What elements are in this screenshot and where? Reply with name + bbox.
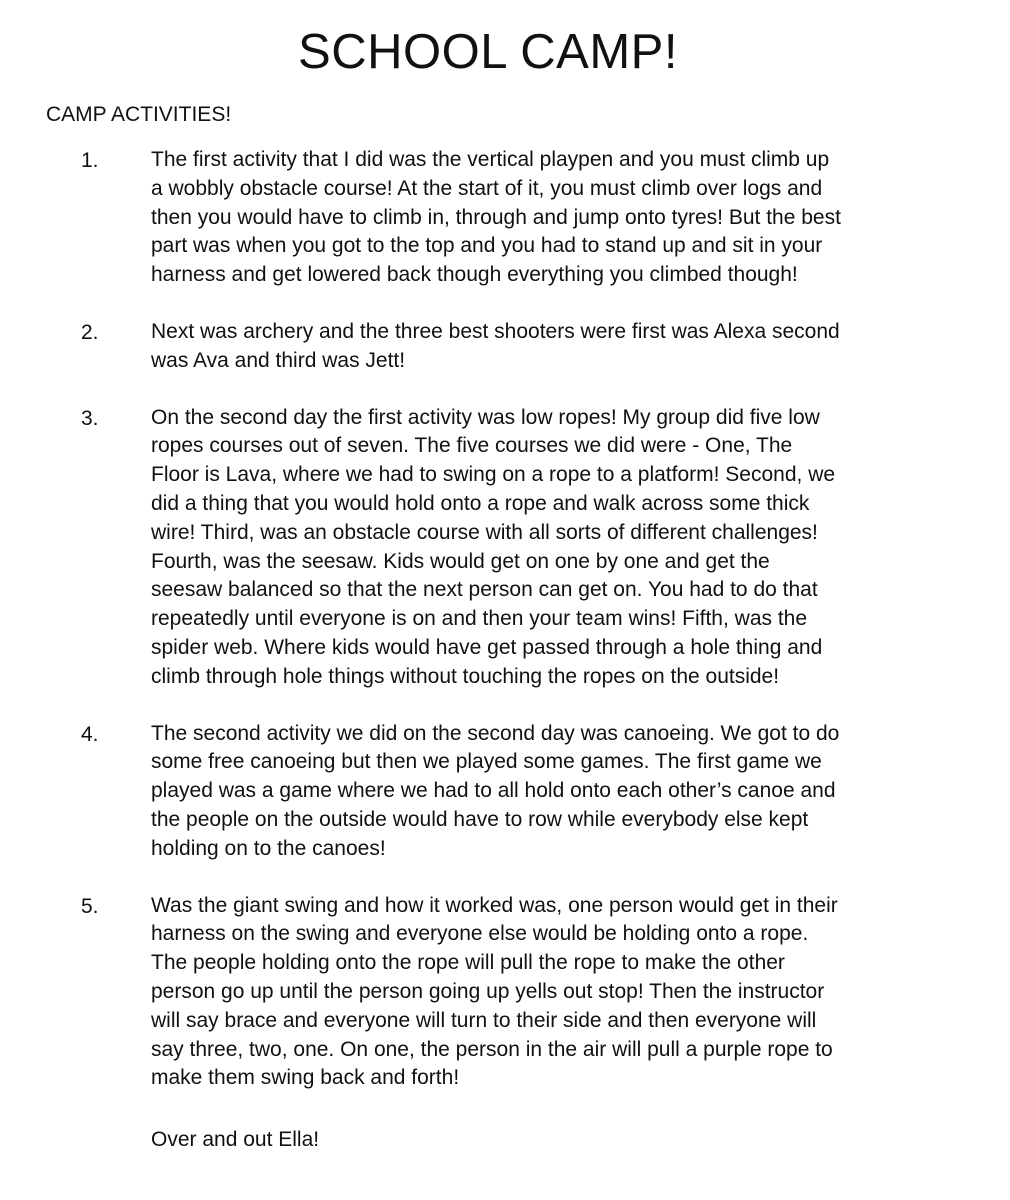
document-title: SCHOOL CAMP! xyxy=(298,25,678,79)
section-heading: CAMP ACTIVITIES! xyxy=(46,103,232,126)
list-item-text: Next was archery and the three best shooters were first was Alexa second was Ava and third was Jett! xyxy=(151,319,840,372)
list-item-text: Was the giant swing and how it worked was, one person would get in their harness on the swing and everyone else would be holding onto a rope. The people holding onto the rope will pull the rope to make the other person go up until the person going up yells out stop! Then the instructor will say brace and everyone will turn to their side and then everyone will say three, two, one. On one, the person in the air will pull a purple rope to make them swing back and forth! xyxy=(151,893,838,1090)
list-item xyxy=(0,146,1010,290)
list-item-text: The first activity that I did was the vertical playpen and you must climb up a wobbly obstacle course! At the start of it, you must climb over logs and then you would have to climb in, through and jump onto tyres! But the best part was when you got to the top and you had to stand up and sit in your harness and get lowered back though everything you climbed though! xyxy=(151,148,841,287)
list-item xyxy=(0,892,1010,1094)
list-item-number: 3. xyxy=(81,406,99,430)
list-item-number: 5. xyxy=(81,894,99,918)
list-item-text: The second activity we did on the second day was canoeing. We got to do some free canoeing but then we played some games. The first game we played was a game where we had to all hold onto each other’s canoe and the people on the outside would have to row while everybody else kept holding on to the canoes! xyxy=(151,721,840,860)
list-item-number: 1. xyxy=(81,149,99,172)
list-item-number: 4. xyxy=(81,722,99,746)
list-item xyxy=(0,318,1010,376)
activity-list xyxy=(0,146,1010,1121)
signoff-text: Over and out Ella! xyxy=(151,1128,320,1151)
list-item xyxy=(0,404,1010,692)
list-item-number: 2. xyxy=(81,320,99,344)
list-item-text: On the second day the first activity was low ropes! My group did five low ropes courses out of seven. The five courses we did were - One, The Floor is Lava, where we had to swing on a rope to a platform! Second, we did a thing that you would hold onto a rope and walk across some thick wire! Third, was an obstacle course with all sorts of different challenges! Fourth, was the seesaw. Kids would get on one by one and get the seesaw balanced so that the next person can get on. You had to do that repeatedly until everyone is on and then your team wins! Fifth, was the spider web. Where kids would have get passed through a hole thing and climb through hole things without touching the ropes on the outside! xyxy=(151,405,836,688)
list-item xyxy=(0,720,1010,864)
